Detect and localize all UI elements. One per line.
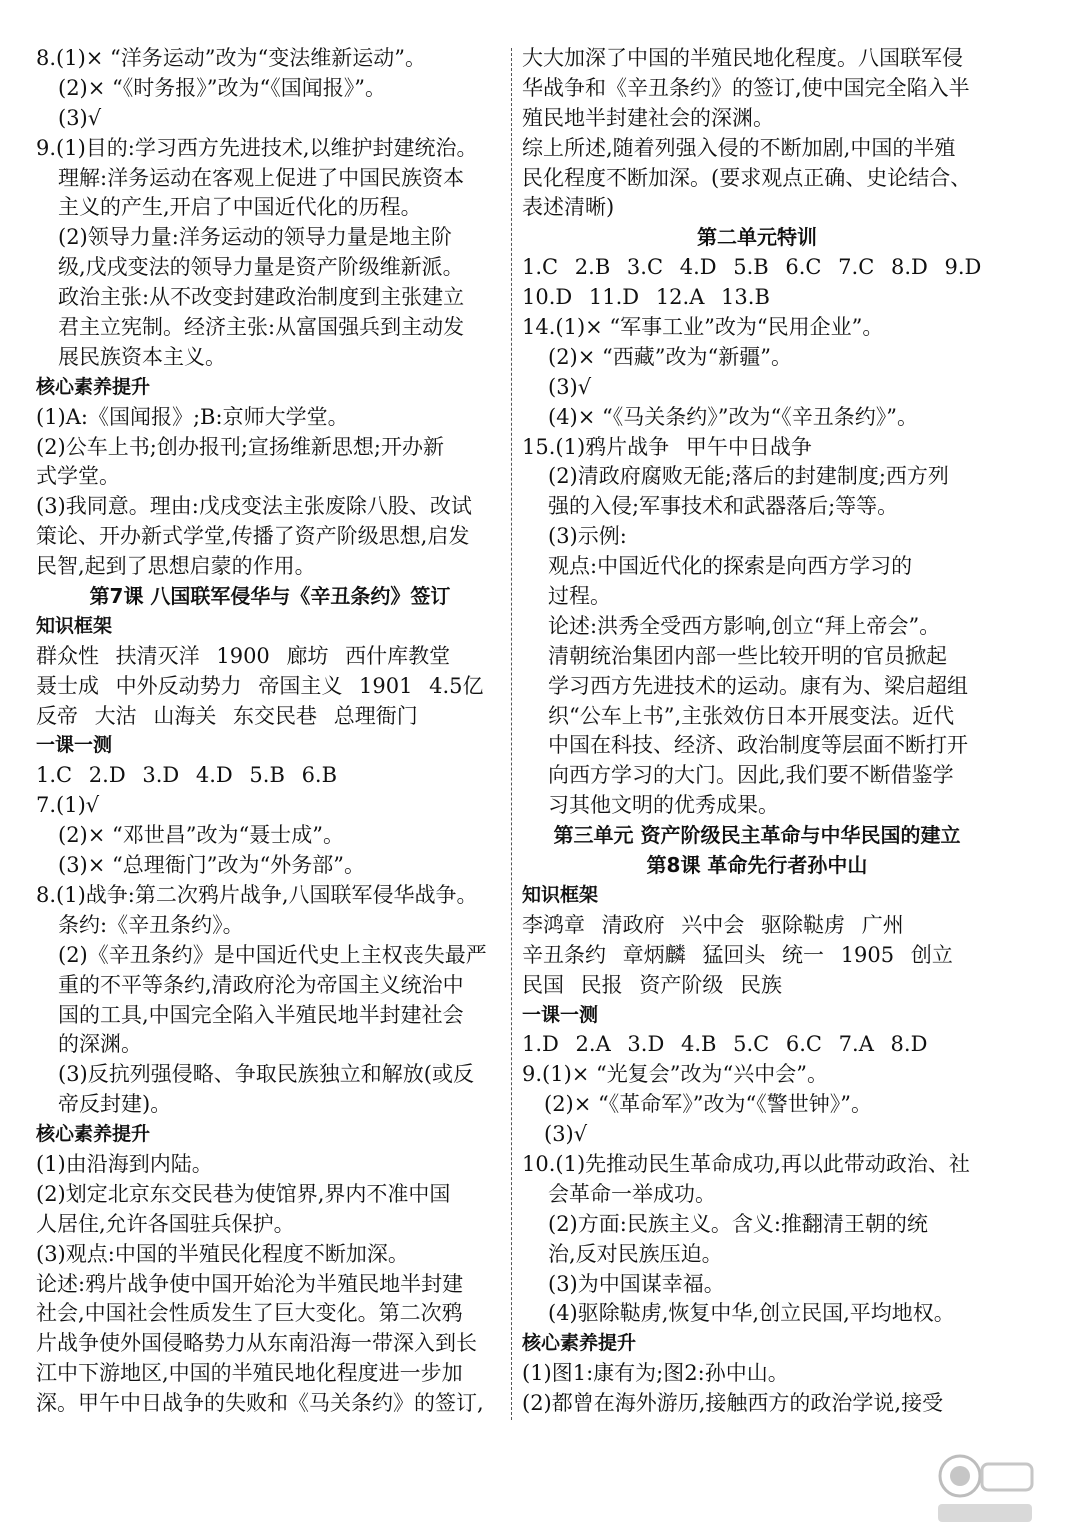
- text-line: 14.(1)× “军事工业”改为“民用企业”。: [522, 315, 884, 340]
- text-line: 重的不平等条约,清政府沦为帝国主义统治中: [58, 972, 464, 997]
- text-line: (2)划定北京东交民巷为使馆界,界内不准中国: [36, 1181, 451, 1206]
- section-heading: 知识框架: [36, 614, 113, 637]
- text-line: (2)× “《时务报》”改为“《国闻报》”。: [58, 75, 386, 100]
- text-line: (2)清政府腐败无能;落后的封建制度;西方列: [548, 464, 949, 489]
- keyword-line: 群众性 扶清灭洋 1900 廊坊 西什库教堂: [36, 643, 451, 668]
- text-line: 条约:《辛丑条约》。: [58, 912, 244, 937]
- section-heading: 一课一测: [36, 734, 113, 757]
- answer-line: 10.D 11.D 12.A 13.B: [522, 285, 770, 310]
- keyword-line: 李鸿章 清政府 兴中会 驱除鞑虏 广州: [522, 912, 904, 937]
- text-line: (2)× “西藏”改为“新疆”。: [548, 344, 792, 369]
- left-column: [36, 44, 504, 1419]
- text-line: (3)√: [58, 105, 102, 130]
- text-line: 表述清晰): [522, 195, 615, 220]
- right-column: [522, 44, 992, 1419]
- keyword-line: 辛丑条约 章炳麟 猛回头 统一 1905 创立: [522, 942, 953, 967]
- text-line: (3)× “总理衙门”改为“外务部”。: [58, 853, 365, 878]
- text-line: (2)领导力量:洋务运动的领导力量是地主阶: [58, 225, 452, 250]
- text-line: 社会,中国社会性质发生了巨大变化。第二次鸦: [36, 1301, 463, 1326]
- text-line: (3)观点:中国的半殖民化程度不断加深。: [36, 1241, 409, 1266]
- answer-line: 1.C 2.B 3.C 4.D 5.B 6.C 7.C 8.D 9.D: [522, 255, 982, 280]
- text-line: 君主立宪制。经济主张:从富国强兵到主动发: [58, 315, 465, 340]
- answer-line: 1.D 2.A 3.D 4.B 5.C 6.C 7.A 8.D: [522, 1032, 928, 1057]
- keyword-line: 聂士成 中外反动势力 帝国主义 1901 4.5亿: [36, 673, 484, 698]
- text-line: 级,戊戌变法的领导力量是资产阶级维新派。: [58, 255, 464, 280]
- text-line: (2)× “邓世昌”改为“聂士成”。: [58, 823, 344, 848]
- unit-title: 第三单元 资产阶级民主革命与中华民国的建立: [553, 823, 961, 848]
- text-line: (3)为中国谋幸福。: [548, 1271, 725, 1296]
- text-line: 综上所述,随着列强入侵的不断加剧,中国的半殖: [522, 135, 956, 160]
- text-line: 大大加深了中国的半殖民地化程度。八国联军侵: [522, 46, 963, 70]
- text-line: 民化程度不断加深。(要求观点正确、史论结合、: [522, 165, 972, 190]
- unit-practice-title: 第二单元特训: [697, 225, 817, 250]
- text-line: 习其他文明的优秀成果。: [548, 793, 779, 818]
- text-line: 论述:洪秀全受西方影响,创立“拜上帝会”。: [548, 613, 941, 638]
- text-line: 民智,起到了思想启蒙的作用。: [36, 554, 316, 579]
- text-line: 策论、开办新式学堂,传播了资产阶级思想,启发: [36, 524, 470, 549]
- text-line: (1)由沿海到内陆。: [36, 1151, 213, 1176]
- section-heading: 核心素养提升: [522, 1332, 637, 1355]
- text-line: 国的工具,中国完全陷入半殖民地半封建社会: [58, 1002, 464, 1027]
- text-line: 织“公车上书”,主张效仿日本开展变法。近代: [548, 703, 955, 728]
- text-line: 江中下游地区,中国的半殖民地化程度进一步加: [36, 1361, 463, 1386]
- text-line: (4)驱除鞑虏,恢复中华,创立民国,平均地权。: [548, 1301, 955, 1326]
- text-line: 7.(1)√: [36, 793, 100, 818]
- text-line: (2)方面:民族主义。含义:推翻清王朝的统: [548, 1211, 928, 1236]
- text-line: 主义的产生,开启了中国近代化的历程。: [58, 195, 422, 220]
- section-heading: 知识框架: [522, 883, 599, 906]
- text-line: (4)× “《马关条约》”改为“《辛丑条约》”。: [548, 404, 918, 429]
- text-line: 9.(1)目的:学习西方先进技术,以维护封建统治。: [36, 135, 478, 160]
- text-line: 展民族资本主义。: [58, 344, 226, 369]
- text-line: 过程。: [548, 584, 611, 609]
- text-line: (1)图1:康有为;图2:孙中山。: [522, 1361, 789, 1386]
- text-line: 学习西方先进技术的运动。康有为、梁启超组: [548, 673, 968, 698]
- text-line: 清朝统治集团内部一些比较开明的官员掀起: [548, 643, 947, 668]
- lesson-title: 第7课 八国联军侵华与《辛丑条约》签订: [89, 584, 451, 609]
- text-line: (2)公车上书;创办报刊;宣扬维新思想;开办新: [36, 434, 444, 459]
- text-line: (3)√: [544, 1122, 588, 1147]
- text-line: 会革命一举成功。: [548, 1181, 716, 1206]
- text-line: 论述:鸦片战争使中国开始沦为半殖民地半封建: [36, 1271, 464, 1296]
- text-line: (3)反抗列强侵略、争取民族独立和解放(或反: [58, 1062, 474, 1087]
- text-line: 帝反封建)。: [58, 1092, 172, 1117]
- text-line: 15.(1)鸦片战争 甲午中日战争: [522, 434, 812, 459]
- keyword-line: 反帝 大沽 山海关 东交民巷 总理衙门: [36, 703, 418, 728]
- section-heading: 核心素养提升: [36, 375, 151, 398]
- text-line: (3)示例:: [548, 524, 627, 549]
- text-line: 8.(1)× “洋务运动”改为“变法维新运动”。: [36, 46, 426, 70]
- text-line: 理解:洋务运动在客观上促进了中国民族资本: [58, 165, 465, 190]
- text-line: 华战争和《辛丑条约》的签订,使中国完全陷入半: [522, 75, 970, 100]
- text-line: 向西方学习的大门。因此,我们要不断借鉴学: [548, 763, 954, 788]
- column-divider: [511, 48, 512, 1420]
- text-line: 殖民地半封建社会的深渊。: [522, 105, 774, 130]
- text-line: 政治主张:从不改变封建政治制度到主张建立: [58, 285, 465, 310]
- text-line: (3)√: [548, 374, 592, 399]
- text-line: 片战争使外国侵略势力从东南沿海一带深入到长: [36, 1331, 477, 1356]
- answer-site-watermark-icon: [930, 1450, 1040, 1530]
- text-line: (2)都曾在海外游历,接触西方的政治学说,接受: [522, 1391, 944, 1416]
- text-line: 中国在科技、经济、政治制度等层面不断打开: [548, 733, 968, 758]
- text-line: 8.(1)战争:第二次鸦片战争,八国联军侵华战争。: [36, 882, 478, 907]
- text-line: 9.(1)× “光复会”改为“兴中会”。: [522, 1062, 828, 1087]
- text-line: (2)《辛丑条约》是中国近代史上主权丧失最严: [58, 942, 487, 967]
- text-line: 10.(1)先推动民生革命成功,再以此带动政治、社: [522, 1151, 970, 1176]
- section-heading: 核心素养提升: [36, 1123, 151, 1146]
- text-line: 人居住,允许各国驻兵保护。: [36, 1211, 295, 1236]
- text-line: 观点:中国近代化的探索是向西方学习的: [548, 554, 913, 579]
- keyword-line: 民国 民报 资产阶级 民族: [522, 972, 783, 997]
- text-line: 深。甲午中日战争的失败和《马关条约》的签订,: [36, 1391, 484, 1416]
- answer-line: 1.C 2.D 3.D 4.D 5.B 6.B: [36, 763, 338, 788]
- text-line: 式学堂。: [36, 464, 120, 489]
- text-line: (3)我同意。理由:戊戌变法主张废除八股、改试: [36, 494, 472, 519]
- text-line: (1)A:《国闻报》;B:京师大学堂。: [36, 404, 349, 429]
- text-line: 的深渊。: [58, 1032, 142, 1057]
- section-heading: 一课一测: [522, 1003, 599, 1026]
- lesson-title: 第8课 革命先行者孙中山: [646, 853, 868, 878]
- text-line: 强的入侵;军事技术和武器落后;等等。: [548, 494, 899, 519]
- text-line: (2)× “《革命军》”改为“《警世钟》”。: [544, 1092, 872, 1117]
- text-line: 治,反对民族压迫。: [548, 1241, 723, 1266]
